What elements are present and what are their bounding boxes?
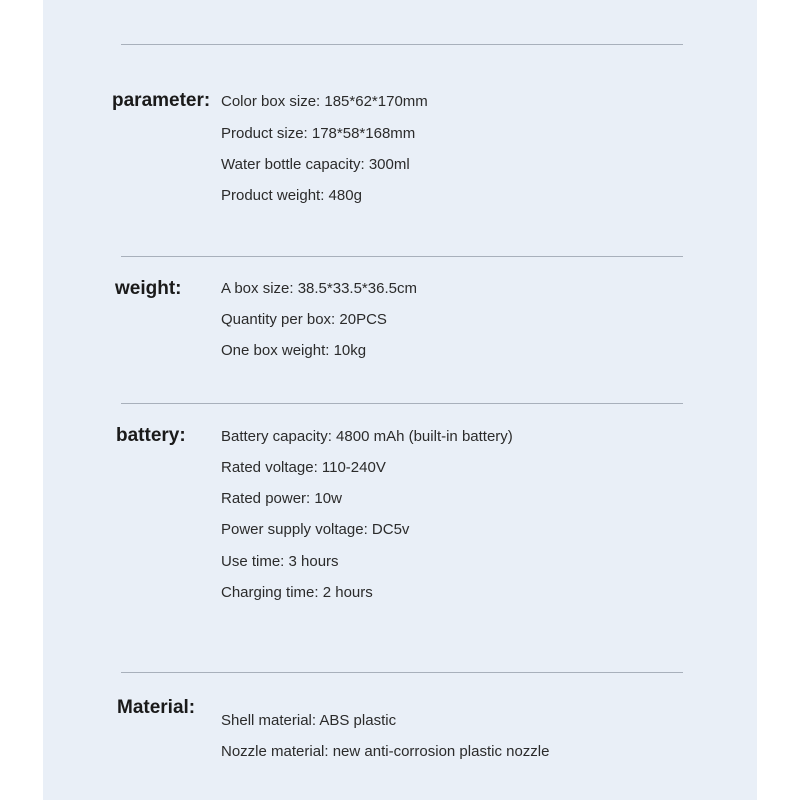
- section-heading-material: Material:: [117, 697, 196, 718]
- spec-line: Product size: 178*58*168mm: [221, 125, 416, 142]
- section-heading-weight: weight:: [115, 278, 182, 299]
- spec-line: Color box size: 185*62*170mm: [221, 93, 428, 110]
- section-heading-battery: battery:: [116, 425, 186, 446]
- section-heading-parameter: parameter:: [112, 90, 211, 111]
- spec-line: Quantity per box: 20PCS: [221, 311, 387, 328]
- spec-line: Shell material: ABS plastic: [221, 712, 397, 729]
- spec-line: One box weight: 10kg: [221, 342, 367, 359]
- spec-line: Rated power: 10w: [221, 490, 342, 507]
- spec-line: Charging time: 2 hours: [221, 584, 373, 601]
- spec-line: Nozzle material: new anti-corrosion plastic nozzle: [221, 743, 550, 760]
- spec-panel: [43, 0, 757, 800]
- divider: [121, 256, 683, 257]
- spec-line: Battery capacity: 4800 mAh (built-in battery): [221, 428, 513, 445]
- spec-line: Product weight: 480g: [221, 187, 362, 204]
- spec-line: Rated voltage: 110-240V: [221, 459, 386, 476]
- spec-line: A box size: 38.5*33.5*36.5cm: [221, 280, 417, 297]
- spec-line: Water bottle capacity: 300ml: [221, 156, 410, 173]
- divider: [121, 403, 683, 404]
- spec-line: Use time: 3 hours: [221, 553, 339, 570]
- divider: [121, 44, 683, 45]
- divider: [121, 672, 683, 673]
- spec-line: Power supply voltage: DC5v: [221, 521, 410, 538]
